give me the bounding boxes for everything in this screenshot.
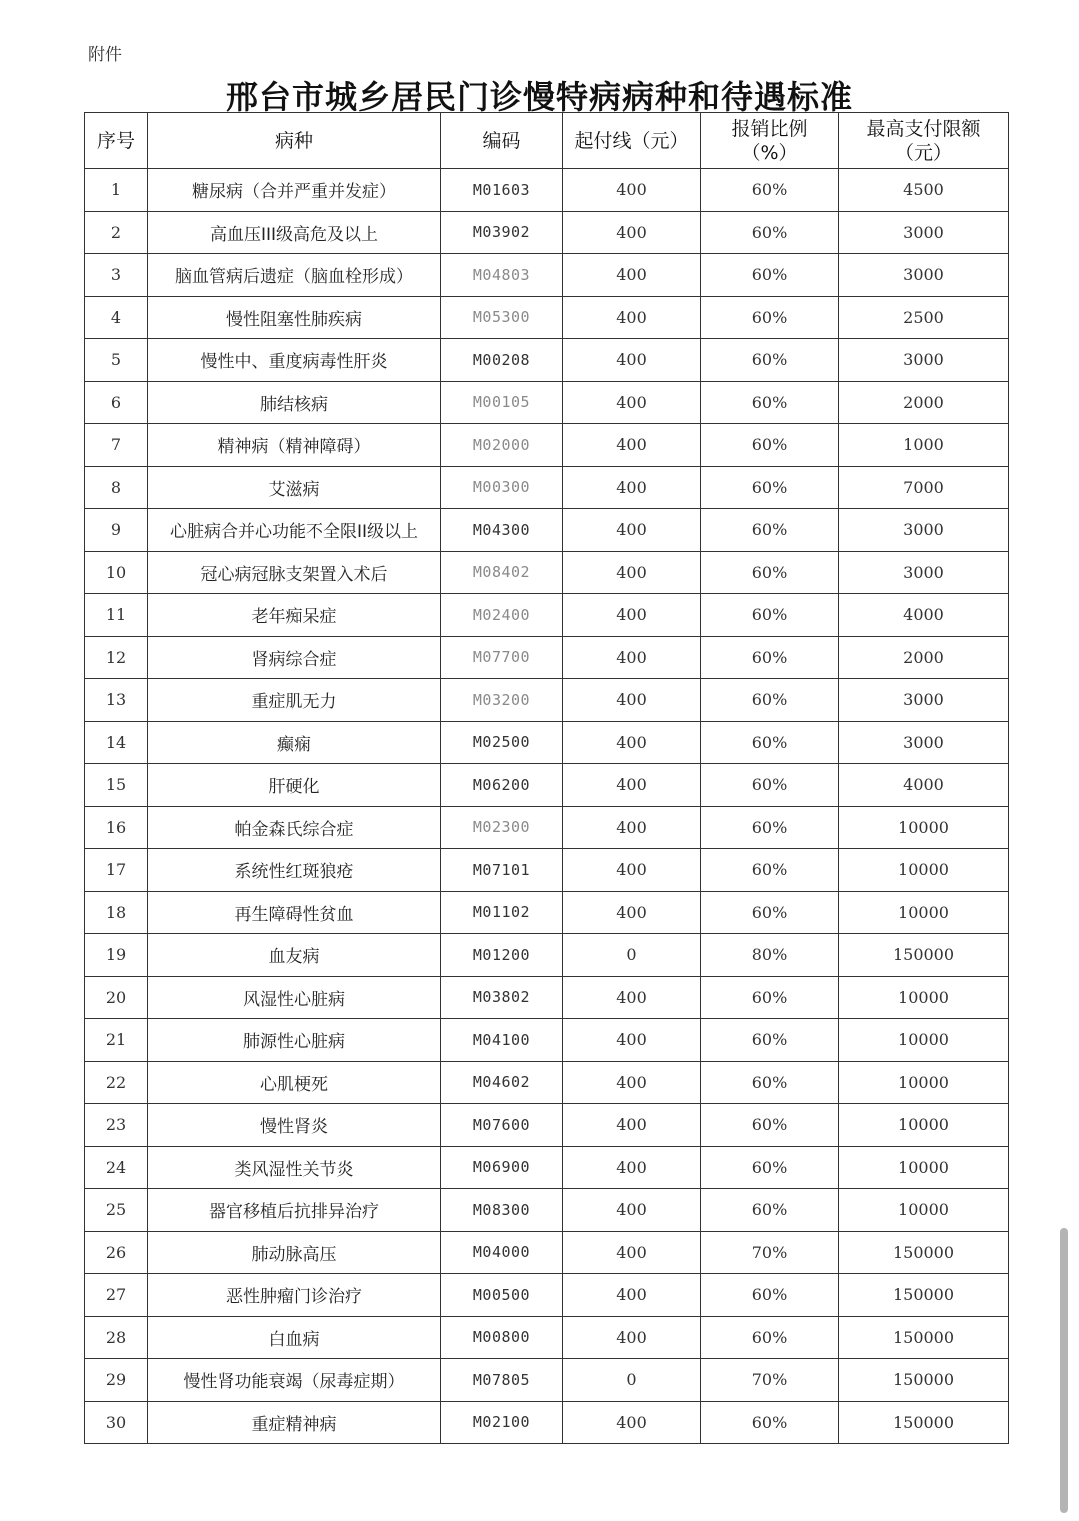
header-disease: 病种 — [148, 113, 441, 169]
cell-limit: 2000 — [839, 636, 1009, 679]
cell-limit: 150000 — [839, 1274, 1009, 1317]
cell-ratio: 70% — [701, 1231, 839, 1274]
cell-limit: 3000 — [839, 339, 1009, 382]
cell-limit: 10000 — [839, 976, 1009, 1019]
cell-ratio: 60% — [701, 254, 839, 297]
cell-index: 22 — [85, 1061, 148, 1104]
cell-limit: 2000 — [839, 381, 1009, 424]
table-row — [85, 1019, 1009, 1062]
cell-deductible: 400 — [563, 1146, 701, 1189]
cell-disease: 肾病综合症 — [148, 636, 441, 679]
cell-index: 6 — [85, 381, 148, 424]
cell-ratio: 60% — [701, 976, 839, 1019]
cell-ratio: 60% — [701, 296, 839, 339]
cell-disease: 慢性阻塞性肺疾病 — [148, 296, 441, 339]
cell-disease: 血友病 — [148, 934, 441, 977]
table-row — [85, 806, 1009, 849]
cell-ratio: 60% — [701, 509, 839, 552]
cell-deductible: 400 — [563, 509, 701, 552]
cell-deductible: 400 — [563, 1274, 701, 1317]
cell-deductible: 400 — [563, 211, 701, 254]
table-row — [85, 551, 1009, 594]
vertical-scrollbar[interactable] — [1060, 1228, 1068, 1513]
header-index: 序号 — [85, 113, 148, 169]
cell-code: M02300 — [441, 806, 563, 849]
cell-disease: 心肌梗死 — [148, 1061, 441, 1104]
cell-code: M01102 — [441, 891, 563, 934]
cell-deductible: 400 — [563, 339, 701, 382]
cell-deductible: 0 — [563, 1359, 701, 1402]
header-limit — [839, 113, 1009, 169]
cell-limit: 10000 — [839, 806, 1009, 849]
cell-code: M04803 — [441, 254, 563, 297]
table-row — [85, 764, 1009, 807]
cell-code: M01200 — [441, 934, 563, 977]
cell-code: M03200 — [441, 679, 563, 722]
cell-disease: 老年痴呆症 — [148, 594, 441, 637]
cell-limit: 10000 — [839, 1104, 1009, 1147]
cell-limit: 10000 — [839, 1061, 1009, 1104]
cell-index: 23 — [85, 1104, 148, 1147]
cell-limit: 3000 — [839, 679, 1009, 722]
cell-index: 5 — [85, 339, 148, 382]
cell-limit: 7000 — [839, 466, 1009, 509]
cell-ratio: 60% — [701, 424, 839, 467]
cell-code: M01603 — [441, 169, 563, 212]
table-row — [85, 721, 1009, 764]
table-row — [85, 1189, 1009, 1232]
table-row — [85, 1274, 1009, 1317]
cell-disease: 慢性中、重度病毒性肝炎 — [148, 339, 441, 382]
cell-deductible: 400 — [563, 1316, 701, 1359]
cell-disease: 类风湿性关节炎 — [148, 1146, 441, 1189]
cell-disease: 冠心病冠脉支架置入术后 — [148, 551, 441, 594]
cell-limit: 3000 — [839, 551, 1009, 594]
cell-code: M06900 — [441, 1146, 563, 1189]
cell-index: 2 — [85, 211, 148, 254]
cell-disease: 白血病 — [148, 1316, 441, 1359]
cell-deductible: 400 — [563, 636, 701, 679]
table-row — [85, 1104, 1009, 1147]
cell-limit: 1000 — [839, 424, 1009, 467]
cell-ratio: 60% — [701, 594, 839, 637]
cell-ratio: 60% — [701, 211, 839, 254]
table-row — [85, 976, 1009, 1019]
cell-deductible: 0 — [563, 934, 701, 977]
cell-limit: 4000 — [839, 594, 1009, 637]
cell-code: M07805 — [441, 1359, 563, 1402]
cell-limit: 3000 — [839, 211, 1009, 254]
cell-code: M08402 — [441, 551, 563, 594]
header-code: 编码 — [441, 113, 563, 169]
cell-index: 12 — [85, 636, 148, 679]
cell-deductible: 400 — [563, 1231, 701, 1274]
cell-deductible: 400 — [563, 466, 701, 509]
cell-ratio: 60% — [701, 764, 839, 807]
cell-deductible: 400 — [563, 296, 701, 339]
cell-deductible: 400 — [563, 169, 701, 212]
cell-deductible: 400 — [563, 424, 701, 467]
cell-ratio: 60% — [701, 1189, 839, 1232]
header-limit-line2: （元） — [894, 141, 952, 164]
table-row — [85, 296, 1009, 339]
cell-code: M04100 — [441, 1019, 563, 1062]
cell-code: M02500 — [441, 721, 563, 764]
table-row — [85, 1359, 1009, 1402]
cell-index: 15 — [85, 764, 148, 807]
cell-index: 9 — [85, 509, 148, 552]
cell-index: 25 — [85, 1189, 148, 1232]
cell-ratio: 60% — [701, 339, 839, 382]
cell-index: 7 — [85, 424, 148, 467]
cell-index: 28 — [85, 1316, 148, 1359]
cell-index: 27 — [85, 1274, 148, 1317]
cell-deductible: 400 — [563, 1401, 701, 1444]
cell-deductible: 400 — [563, 594, 701, 637]
cell-deductible: 400 — [563, 1019, 701, 1062]
cell-ratio: 60% — [701, 551, 839, 594]
table-row — [85, 849, 1009, 892]
cell-limit: 10000 — [839, 891, 1009, 934]
cell-index: 4 — [85, 296, 148, 339]
cell-index: 16 — [85, 806, 148, 849]
table-row — [85, 1231, 1009, 1274]
cell-limit: 10000 — [839, 1019, 1009, 1062]
cell-disease: 帕金森氏综合症 — [148, 806, 441, 849]
table-row — [85, 891, 1009, 934]
cell-deductible: 400 — [563, 891, 701, 934]
cell-index: 24 — [85, 1146, 148, 1189]
cell-ratio: 60% — [701, 679, 839, 722]
cell-index: 13 — [85, 679, 148, 722]
cell-ratio: 60% — [701, 1146, 839, 1189]
table-row — [85, 339, 1009, 382]
cell-index: 10 — [85, 551, 148, 594]
cell-ratio: 80% — [701, 934, 839, 977]
document-title: 邢台市城乡居民门诊慢特病病种和待遇标准 — [225, 78, 853, 116]
cell-limit: 2500 — [839, 296, 1009, 339]
cell-ratio: 60% — [701, 381, 839, 424]
cell-index: 30 — [85, 1401, 148, 1444]
cell-ratio: 60% — [701, 806, 839, 849]
cell-ratio: 60% — [701, 169, 839, 212]
cell-ratio: 60% — [701, 721, 839, 764]
cell-index: 20 — [85, 976, 148, 1019]
cell-limit: 4000 — [839, 764, 1009, 807]
cell-deductible: 400 — [563, 806, 701, 849]
cell-deductible: 400 — [563, 849, 701, 892]
cell-code: M04000 — [441, 1231, 563, 1274]
cell-code: M00500 — [441, 1274, 563, 1317]
cell-index: 29 — [85, 1359, 148, 1402]
header-ratio-line1: 报销比例 — [731, 117, 808, 140]
cell-disease: 精神病（精神障碍） — [148, 424, 441, 467]
cell-code: M07101 — [441, 849, 563, 892]
table-row — [85, 169, 1009, 212]
cell-ratio: 60% — [701, 891, 839, 934]
cell-index: 14 — [85, 721, 148, 764]
cell-limit: 150000 — [839, 1316, 1009, 1359]
cell-disease: 重症精神病 — [148, 1401, 441, 1444]
cell-deductible: 400 — [563, 1104, 701, 1147]
cell-ratio: 70% — [701, 1359, 839, 1402]
cell-code: M00800 — [441, 1316, 563, 1359]
cell-deductible: 400 — [563, 254, 701, 297]
cell-limit: 10000 — [839, 1189, 1009, 1232]
table-row — [85, 1401, 1009, 1444]
cell-disease: 肺动脉高压 — [148, 1231, 441, 1274]
cell-index: 18 — [85, 891, 148, 934]
cell-index: 26 — [85, 1231, 148, 1274]
cell-limit: 150000 — [839, 1359, 1009, 1402]
disease-standards-table — [84, 112, 1009, 1444]
cell-index: 11 — [85, 594, 148, 637]
attachment-label: 附件 — [88, 45, 122, 65]
cell-disease: 恶性肿瘤门诊治疗 — [148, 1274, 441, 1317]
table-row — [85, 424, 1009, 467]
table-row — [85, 1146, 1009, 1189]
table-row — [85, 1316, 1009, 1359]
header-ratio-line2: （%） — [741, 141, 798, 164]
cell-code: M07700 — [441, 636, 563, 679]
cell-deductible: 400 — [563, 381, 701, 424]
cell-code: M04300 — [441, 509, 563, 552]
cell-disease: 器官移植后抗排异治疗 — [148, 1189, 441, 1232]
cell-code: M07600 — [441, 1104, 563, 1147]
cell-index: 1 — [85, 169, 148, 212]
cell-disease: 慢性肾功能衰竭（尿毒症期） — [148, 1359, 441, 1402]
cell-limit: 3000 — [839, 254, 1009, 297]
cell-code: M02400 — [441, 594, 563, 637]
cell-limit: 4500 — [839, 169, 1009, 212]
cell-code: M08300 — [441, 1189, 563, 1232]
cell-ratio: 60% — [701, 1061, 839, 1104]
cell-deductible: 400 — [563, 551, 701, 594]
cell-limit: 150000 — [839, 1401, 1009, 1444]
header-deductible: 起付线（元） — [563, 113, 701, 169]
cell-deductible: 400 — [563, 764, 701, 807]
cell-code: M00105 — [441, 381, 563, 424]
cell-disease: 糖尿病（合并严重并发症） — [148, 169, 441, 212]
cell-disease: 重症肌无力 — [148, 679, 441, 722]
cell-deductible: 400 — [563, 976, 701, 1019]
cell-disease: 肺源性心脏病 — [148, 1019, 441, 1062]
cell-deductible: 400 — [563, 679, 701, 722]
cell-code: M06200 — [441, 764, 563, 807]
cell-disease: 肝硬化 — [148, 764, 441, 807]
cell-disease: 癫痫 — [148, 721, 441, 764]
cell-code: M05300 — [441, 296, 563, 339]
cell-deductible: 400 — [563, 1189, 701, 1232]
cell-ratio: 60% — [701, 1316, 839, 1359]
cell-code: M03902 — [441, 211, 563, 254]
cell-ratio: 60% — [701, 1274, 839, 1317]
cell-code: M04602 — [441, 1061, 563, 1104]
cell-code: M00300 — [441, 466, 563, 509]
cell-disease: 脑血管病后遗症（脑血栓形成） — [148, 254, 441, 297]
table-row — [85, 679, 1009, 722]
table-row — [85, 509, 1009, 552]
cell-disease: 风湿性心脏病 — [148, 976, 441, 1019]
table-row — [85, 636, 1009, 679]
table-row — [85, 466, 1009, 509]
cell-ratio: 60% — [701, 1019, 839, 1062]
cell-code: M02100 — [441, 1401, 563, 1444]
cell-limit: 150000 — [839, 934, 1009, 977]
cell-code: M00208 — [441, 339, 563, 382]
cell-disease: 肺结核病 — [148, 381, 441, 424]
cell-disease: 系统性红斑狼疮 — [148, 849, 441, 892]
header-limit-line1: 最高支付限额 — [866, 117, 981, 140]
cell-ratio: 60% — [701, 466, 839, 509]
cell-ratio: 60% — [701, 1401, 839, 1444]
cell-deductible: 400 — [563, 1061, 701, 1104]
table-row — [85, 211, 1009, 254]
cell-index: 21 — [85, 1019, 148, 1062]
cell-code: M02000 — [441, 424, 563, 467]
cell-disease: 高血压III级高危及以上 — [148, 211, 441, 254]
cell-ratio: 60% — [701, 636, 839, 679]
cell-limit: 3000 — [839, 721, 1009, 764]
table-row — [85, 1061, 1009, 1104]
cell-index: 19 — [85, 934, 148, 977]
cell-disease: 心脏病合并心功能不全限II级以上 — [148, 509, 441, 552]
cell-limit: 10000 — [839, 1146, 1009, 1189]
cell-index: 3 — [85, 254, 148, 297]
cell-deductible: 400 — [563, 721, 701, 764]
table-row — [85, 934, 1009, 977]
table-row — [85, 254, 1009, 297]
cell-code: M03802 — [441, 976, 563, 1019]
cell-disease: 再生障碍性贫血 — [148, 891, 441, 934]
cell-limit: 150000 — [839, 1231, 1009, 1274]
table-row — [85, 381, 1009, 424]
header-ratio — [701, 113, 839, 169]
cell-limit: 3000 — [839, 509, 1009, 552]
cell-limit: 10000 — [839, 849, 1009, 892]
table-header-row — [85, 113, 1009, 169]
cell-ratio: 60% — [701, 849, 839, 892]
cell-index: 8 — [85, 466, 148, 509]
cell-index: 17 — [85, 849, 148, 892]
cell-disease: 慢性肾炎 — [148, 1104, 441, 1147]
cell-disease: 艾滋病 — [148, 466, 441, 509]
cell-ratio: 60% — [701, 1104, 839, 1147]
table-row — [85, 594, 1009, 637]
